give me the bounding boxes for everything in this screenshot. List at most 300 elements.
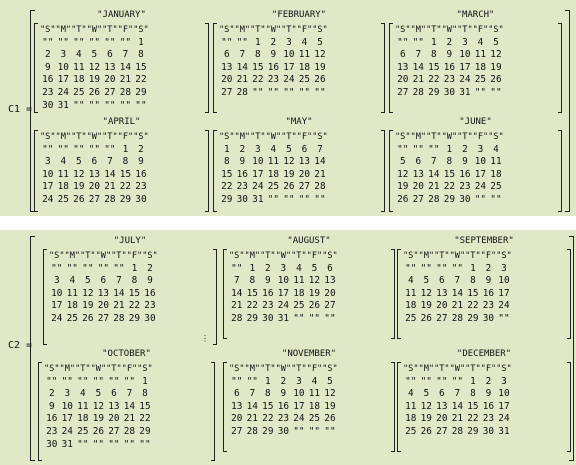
day-cell: 21 bbox=[231, 300, 243, 312]
day-cell: 27 bbox=[221, 86, 233, 98]
day-cell: 1 bbox=[249, 262, 256, 274]
day-cell: 8 bbox=[431, 49, 437, 61]
day-cell: 3 bbox=[286, 36, 292, 48]
day-cell: 7 bbox=[249, 388, 256, 400]
day-cell: 19 bbox=[314, 61, 326, 73]
day-cell: 21 bbox=[451, 413, 463, 425]
week-row bbox=[44, 401, 153, 414]
day-cell: 10 bbox=[474, 156, 487, 168]
day-cell: 19 bbox=[420, 413, 432, 425]
week-row bbox=[229, 288, 338, 301]
day-cell: "" bbox=[293, 312, 305, 324]
day-cell: 19 bbox=[283, 168, 295, 180]
weekday-header-row bbox=[219, 131, 328, 144]
day-cell: 27 bbox=[88, 193, 100, 205]
day-cell: 25 bbox=[490, 181, 502, 193]
week-row bbox=[395, 49, 504, 62]
month-calendar bbox=[34, 10, 209, 113]
week-row bbox=[49, 313, 158, 326]
day-cell: "" bbox=[92, 375, 104, 387]
weekday-cell: "S" bbox=[488, 25, 504, 35]
day-cell: 8 bbox=[255, 49, 261, 61]
day-cell: 21 bbox=[123, 413, 136, 425]
day-cell: 2 bbox=[270, 36, 277, 48]
week-row bbox=[395, 62, 504, 75]
day-cell: "" bbox=[324, 312, 336, 324]
day-cell: 4 bbox=[477, 36, 484, 48]
day-cell: 10 bbox=[57, 61, 69, 73]
day-cell: 4 bbox=[80, 388, 86, 400]
day-cell: 30 bbox=[236, 193, 248, 205]
day-cell: 25 bbox=[474, 74, 487, 86]
bracket-right bbox=[558, 130, 562, 212]
bracket-right bbox=[205, 130, 209, 212]
day-cell: 18 bbox=[405, 300, 417, 312]
week-row bbox=[44, 426, 153, 439]
bracket-left bbox=[223, 362, 227, 452]
day-cell: 21 bbox=[113, 300, 125, 312]
day-cell: 26 bbox=[88, 86, 100, 98]
bracket-left bbox=[389, 23, 393, 113]
day-cell: 18 bbox=[73, 74, 85, 86]
day-cell: 26 bbox=[420, 312, 432, 324]
day-cell: 9 bbox=[147, 275, 153, 287]
weekday-cell: "T" bbox=[281, 132, 297, 142]
day-cell: 28 bbox=[428, 193, 440, 205]
day-cell: 13 bbox=[97, 287, 109, 299]
day-cell: "" bbox=[405, 375, 417, 387]
day-cell: 17 bbox=[459, 61, 471, 73]
day-cell: 22 bbox=[467, 300, 479, 312]
day-cell: 28 bbox=[314, 181, 326, 193]
day-cell: "" bbox=[267, 193, 279, 205]
weekday-cell: "T" bbox=[291, 251, 307, 261]
day-cell: 31 bbox=[277, 312, 289, 324]
day-cell: 4 bbox=[296, 262, 302, 274]
day-cell: 5 bbox=[95, 388, 102, 400]
day-cell: 16 bbox=[236, 168, 248, 180]
day-cell: 11 bbox=[405, 400, 417, 412]
day-cell: 27 bbox=[97, 312, 109, 324]
day-cell: 12 bbox=[397, 168, 409, 180]
bracket-left bbox=[43, 249, 47, 345]
day-cell: 11 bbox=[490, 156, 502, 168]
day-cell: 5 bbox=[399, 156, 406, 168]
day-cell: 4 bbox=[407, 388, 414, 400]
day-cell: "" bbox=[283, 193, 295, 205]
weekday-cell: "T" bbox=[291, 364, 307, 374]
day-cell: 12 bbox=[82, 287, 94, 299]
day-cell: 12 bbox=[490, 49, 502, 61]
day-cell: 23 bbox=[443, 74, 455, 86]
day-cell: 21 bbox=[236, 74, 248, 86]
weekday-cell: "S" bbox=[322, 364, 338, 374]
week-row bbox=[44, 439, 153, 452]
month-title: "OCTOBER" bbox=[102, 349, 151, 359]
week-row bbox=[229, 413, 338, 426]
day-cell: 7 bbox=[454, 388, 461, 400]
weekday-cell: "F" bbox=[126, 251, 143, 261]
day-cell: 14 bbox=[104, 168, 116, 180]
day-cell: "" bbox=[308, 425, 321, 437]
day-cell: 4 bbox=[270, 143, 277, 155]
day-cell: 25 bbox=[298, 74, 311, 86]
week-row bbox=[403, 313, 512, 326]
day-cell: "" bbox=[104, 99, 116, 111]
day-cell: 28 bbox=[119, 86, 132, 98]
day-cell: "" bbox=[252, 86, 264, 98]
weekday-cell: "T" bbox=[80, 251, 96, 261]
day-cell: 26 bbox=[82, 312, 94, 324]
day-cell: 25 bbox=[73, 86, 85, 98]
day-cell: 3 bbox=[280, 262, 287, 274]
day-cell: 9 bbox=[265, 275, 271, 287]
bracket-right bbox=[381, 130, 385, 212]
day-cell: 19 bbox=[88, 74, 100, 86]
day-cell: 15 bbox=[139, 400, 151, 412]
week-row bbox=[403, 388, 512, 401]
day-cell: 5 bbox=[423, 388, 430, 400]
day-cell: 13 bbox=[436, 400, 448, 412]
week-row bbox=[395, 74, 504, 87]
day-cell: 11 bbox=[405, 287, 417, 299]
month-calendar bbox=[389, 10, 562, 113]
day-cell: 10 bbox=[498, 388, 510, 400]
day-cell: 11 bbox=[267, 156, 279, 168]
day-cell: 22 bbox=[252, 74, 264, 86]
day-cell: 10 bbox=[42, 168, 54, 180]
week-row bbox=[219, 87, 328, 100]
weekday-cell: "S" bbox=[49, 251, 65, 261]
day-cell: 7 bbox=[126, 388, 133, 400]
weekday-cell: "S" bbox=[40, 25, 56, 35]
weekday-cell: "W" bbox=[449, 364, 466, 374]
day-cell: 2 bbox=[138, 143, 144, 155]
day-cell: "" bbox=[73, 99, 85, 111]
day-cell: 21 bbox=[428, 181, 440, 193]
weekday-cell: "W" bbox=[90, 364, 107, 374]
day-cell: 29 bbox=[119, 193, 132, 205]
month-calendar bbox=[397, 349, 571, 452]
day-cell: 14 bbox=[314, 156, 326, 168]
weekday-cell: "S" bbox=[312, 132, 328, 142]
day-cell: 30 bbox=[459, 193, 471, 205]
day-cell: 9 bbox=[138, 156, 144, 168]
day-grid bbox=[395, 131, 504, 207]
day-cell: 12 bbox=[324, 388, 336, 400]
day-cell: 3 bbox=[296, 375, 302, 387]
day-cell: 23 bbox=[135, 181, 147, 193]
weekday-cell: "T" bbox=[250, 25, 266, 35]
day-cell: 27 bbox=[298, 181, 311, 193]
day-cell: 13 bbox=[221, 61, 233, 73]
weekday-cell: "M" bbox=[234, 132, 251, 142]
weekday-cell: "M" bbox=[418, 251, 435, 261]
weekday-cell: "M" bbox=[55, 132, 72, 142]
day-cell: 27 bbox=[324, 300, 336, 312]
day-cell: "" bbox=[82, 262, 94, 274]
day-cell: 2 bbox=[485, 375, 492, 387]
day-cell: 16 bbox=[482, 287, 495, 299]
day-cell: 18 bbox=[474, 61, 487, 73]
day-cell: 9 bbox=[270, 49, 277, 61]
day-cell: 4 bbox=[493, 143, 499, 155]
day-cell: 2 bbox=[485, 262, 492, 274]
day-cell: "" bbox=[231, 375, 243, 387]
weekday-cell: "T" bbox=[75, 364, 91, 374]
day-cell: 25 bbox=[405, 425, 417, 437]
day-cell: "" bbox=[451, 262, 463, 274]
day-cell: 20 bbox=[104, 74, 116, 86]
day-cell: 14 bbox=[123, 400, 136, 412]
day-cell: 25 bbox=[77, 425, 89, 437]
day-cell: 3 bbox=[53, 275, 60, 287]
day-cell: 29 bbox=[128, 312, 141, 324]
day-cell: 27 bbox=[108, 425, 120, 437]
weekday-header-row bbox=[219, 24, 328, 37]
day-cell: "" bbox=[77, 375, 89, 387]
weekday-cell: "F" bbox=[306, 364, 323, 374]
month-calendar bbox=[389, 117, 562, 212]
weekday-cell: "S" bbox=[219, 25, 235, 35]
weekday-cell: "S" bbox=[488, 132, 504, 142]
day-cell: 14 bbox=[246, 400, 258, 412]
day-cell: 8 bbox=[265, 388, 271, 400]
day-cell: 30 bbox=[144, 312, 156, 324]
day-cell: 1 bbox=[223, 143, 230, 155]
week-row bbox=[49, 288, 158, 301]
weekday-cell: "M" bbox=[55, 25, 72, 35]
month-calendar bbox=[397, 236, 571, 339]
day-cell: "" bbox=[420, 375, 432, 387]
weekday-cell: "T" bbox=[281, 25, 297, 35]
day-cell: 14 bbox=[451, 287, 463, 299]
day-cell: 20 bbox=[436, 300, 448, 312]
day-cell: 28 bbox=[231, 312, 243, 324]
day-cell: 2 bbox=[44, 49, 51, 61]
day-grid bbox=[395, 24, 504, 100]
bracket-right bbox=[213, 249, 217, 345]
day-cell: 4 bbox=[76, 49, 82, 61]
weekday-cell: "S" bbox=[403, 251, 419, 261]
day-cell: 22 bbox=[443, 181, 455, 193]
day-cell: 11 bbox=[57, 168, 69, 180]
day-cell: "" bbox=[42, 143, 54, 155]
day-cell: 16 bbox=[42, 74, 54, 86]
week-row bbox=[219, 37, 328, 50]
week-row bbox=[219, 49, 328, 62]
day-cell: 1 bbox=[255, 36, 261, 48]
day-cell: 2 bbox=[462, 143, 468, 155]
week-row bbox=[40, 100, 149, 113]
week-row bbox=[395, 181, 504, 194]
day-cell: "" bbox=[108, 438, 120, 450]
day-cell: "" bbox=[498, 312, 510, 324]
day-cell: 7 bbox=[116, 275, 122, 287]
day-cell: 2 bbox=[265, 262, 271, 274]
week-row bbox=[229, 376, 338, 389]
day-cell: 22 bbox=[467, 413, 479, 425]
day-cell: 7 bbox=[454, 275, 461, 287]
day-cell: 9 bbox=[239, 156, 246, 168]
day-cell: 2 bbox=[280, 375, 287, 387]
day-cell: "" bbox=[412, 36, 424, 48]
day-cell: 18 bbox=[66, 300, 78, 312]
day-cell: 20 bbox=[88, 181, 100, 193]
day-cell: 5 bbox=[286, 143, 292, 155]
day-cell: 8 bbox=[138, 49, 144, 61]
month-title: "JUNE" bbox=[459, 117, 492, 127]
weekday-header-row bbox=[229, 363, 338, 376]
day-cell: 26 bbox=[420, 425, 432, 437]
day-cell: 19 bbox=[82, 300, 94, 312]
weekday-cell: "F" bbox=[296, 132, 313, 142]
day-cell: "" bbox=[61, 375, 73, 387]
day-cell: 11 bbox=[293, 275, 305, 287]
day-cell: 19 bbox=[73, 181, 85, 193]
day-cell: 16 bbox=[482, 400, 495, 412]
day-cell: 13 bbox=[108, 400, 120, 412]
weekday-cell: "T" bbox=[102, 132, 118, 142]
weekday-cell: "S" bbox=[496, 364, 512, 374]
week-row bbox=[40, 181, 149, 194]
weekday-cell: "T" bbox=[111, 251, 127, 261]
bracket-left bbox=[397, 362, 401, 452]
weekday-header-row bbox=[229, 250, 338, 263]
day-cell: 13 bbox=[104, 61, 116, 73]
day-cell: 11 bbox=[73, 61, 85, 73]
day-cell: 31 bbox=[252, 193, 264, 205]
day-cell: 14 bbox=[231, 287, 243, 299]
week-row bbox=[403, 376, 512, 389]
day-cell: 11 bbox=[66, 287, 78, 299]
day-cell: "" bbox=[97, 262, 109, 274]
day-cell: 1 bbox=[131, 262, 138, 274]
bracket-right bbox=[381, 23, 385, 113]
weekday-cell: "W" bbox=[86, 132, 103, 142]
day-cell: 15 bbox=[443, 168, 455, 180]
panel-label: C2 = bbox=[8, 340, 33, 351]
week-row bbox=[403, 300, 512, 313]
month-calendar bbox=[213, 117, 385, 212]
day-cell: 20 bbox=[436, 413, 448, 425]
weekday-header-row bbox=[395, 131, 504, 144]
day-cell: 18 bbox=[405, 413, 417, 425]
day-cell: "" bbox=[436, 262, 448, 274]
day-cell: 8 bbox=[131, 275, 138, 287]
weekday-cell: "F" bbox=[306, 251, 323, 261]
week-row bbox=[395, 156, 504, 169]
weekday-cell: "S" bbox=[40, 132, 56, 142]
day-cell: 1 bbox=[431, 36, 437, 48]
day-cell: 26 bbox=[397, 193, 409, 205]
day-cell: 30 bbox=[135, 193, 147, 205]
day-cell: 16 bbox=[459, 168, 471, 180]
day-cell: "" bbox=[123, 438, 136, 450]
day-cell: 16 bbox=[277, 400, 289, 412]
day-cell: 29 bbox=[443, 193, 455, 205]
month-title: "MAY" bbox=[285, 117, 313, 127]
bracket-right bbox=[391, 249, 395, 339]
day-cell: 14 bbox=[451, 400, 463, 412]
day-cell: 11 bbox=[298, 49, 311, 61]
day-cell: 29 bbox=[139, 425, 151, 437]
day-cell: 22 bbox=[246, 300, 258, 312]
day-grid bbox=[40, 24, 149, 112]
day-cell: 9 bbox=[462, 156, 468, 168]
day-cell: 24 bbox=[498, 413, 510, 425]
day-cell: 24 bbox=[42, 193, 54, 205]
bracket-left bbox=[223, 249, 227, 339]
day-cell: "" bbox=[73, 143, 85, 155]
day-cell: 17 bbox=[283, 61, 295, 73]
day-cell: 19 bbox=[397, 181, 409, 193]
day-cell: "" bbox=[73, 36, 85, 48]
day-cell: "" bbox=[397, 36, 409, 48]
day-cell: 10 bbox=[459, 49, 471, 61]
day-cell: 28 bbox=[104, 193, 116, 205]
weekday-header-row bbox=[403, 250, 512, 263]
day-grid bbox=[229, 250, 338, 326]
weekday-cell: "S" bbox=[44, 364, 60, 374]
day-cell: 3 bbox=[501, 375, 507, 387]
day-cell: 15 bbox=[221, 168, 233, 180]
bracket-left bbox=[397, 249, 401, 339]
day-cell: 5 bbox=[423, 275, 430, 287]
day-cell: 13 bbox=[298, 156, 311, 168]
week-row bbox=[403, 413, 512, 426]
bracket-left bbox=[213, 23, 217, 113]
day-cell: 30 bbox=[42, 99, 54, 111]
day-cell: 23 bbox=[262, 300, 274, 312]
week-row bbox=[49, 275, 158, 288]
day-cell: 19 bbox=[308, 287, 321, 299]
week-row bbox=[403, 275, 512, 288]
weekday-cell: "W" bbox=[95, 251, 112, 261]
day-cell: 1 bbox=[265, 375, 271, 387]
day-cell: 13 bbox=[412, 168, 424, 180]
weekday-cell: "W" bbox=[441, 25, 458, 35]
week-row bbox=[229, 300, 338, 313]
day-cell: 10 bbox=[293, 388, 305, 400]
weekday-cell: "W" bbox=[275, 364, 292, 374]
day-cell: 30 bbox=[277, 425, 289, 437]
bracket-right bbox=[567, 249, 571, 339]
week-row bbox=[40, 49, 149, 62]
day-cell: 27 bbox=[412, 193, 424, 205]
day-cell: 26 bbox=[92, 425, 104, 437]
day-cell: 6 bbox=[111, 388, 117, 400]
day-cell: 23 bbox=[277, 413, 289, 425]
day-cell: 6 bbox=[91, 156, 98, 168]
day-cell: 1 bbox=[446, 143, 453, 155]
day-cell: 17 bbox=[252, 168, 264, 180]
week-row bbox=[403, 263, 512, 276]
day-cell: "" bbox=[314, 86, 326, 98]
day-cell: 23 bbox=[459, 181, 471, 193]
day-cell: 30 bbox=[262, 312, 274, 324]
day-cell: 9 bbox=[48, 400, 55, 412]
weekday-cell: "S" bbox=[219, 132, 235, 142]
day-cell: 8 bbox=[470, 388, 476, 400]
day-cell: 10 bbox=[277, 275, 289, 287]
day-cell: 10 bbox=[61, 400, 73, 412]
day-cell: 28 bbox=[236, 86, 248, 98]
day-cell: 7 bbox=[122, 49, 129, 61]
day-cell: 2 bbox=[147, 262, 153, 274]
day-cell: 3 bbox=[60, 49, 67, 61]
day-cell: 29 bbox=[467, 312, 479, 324]
